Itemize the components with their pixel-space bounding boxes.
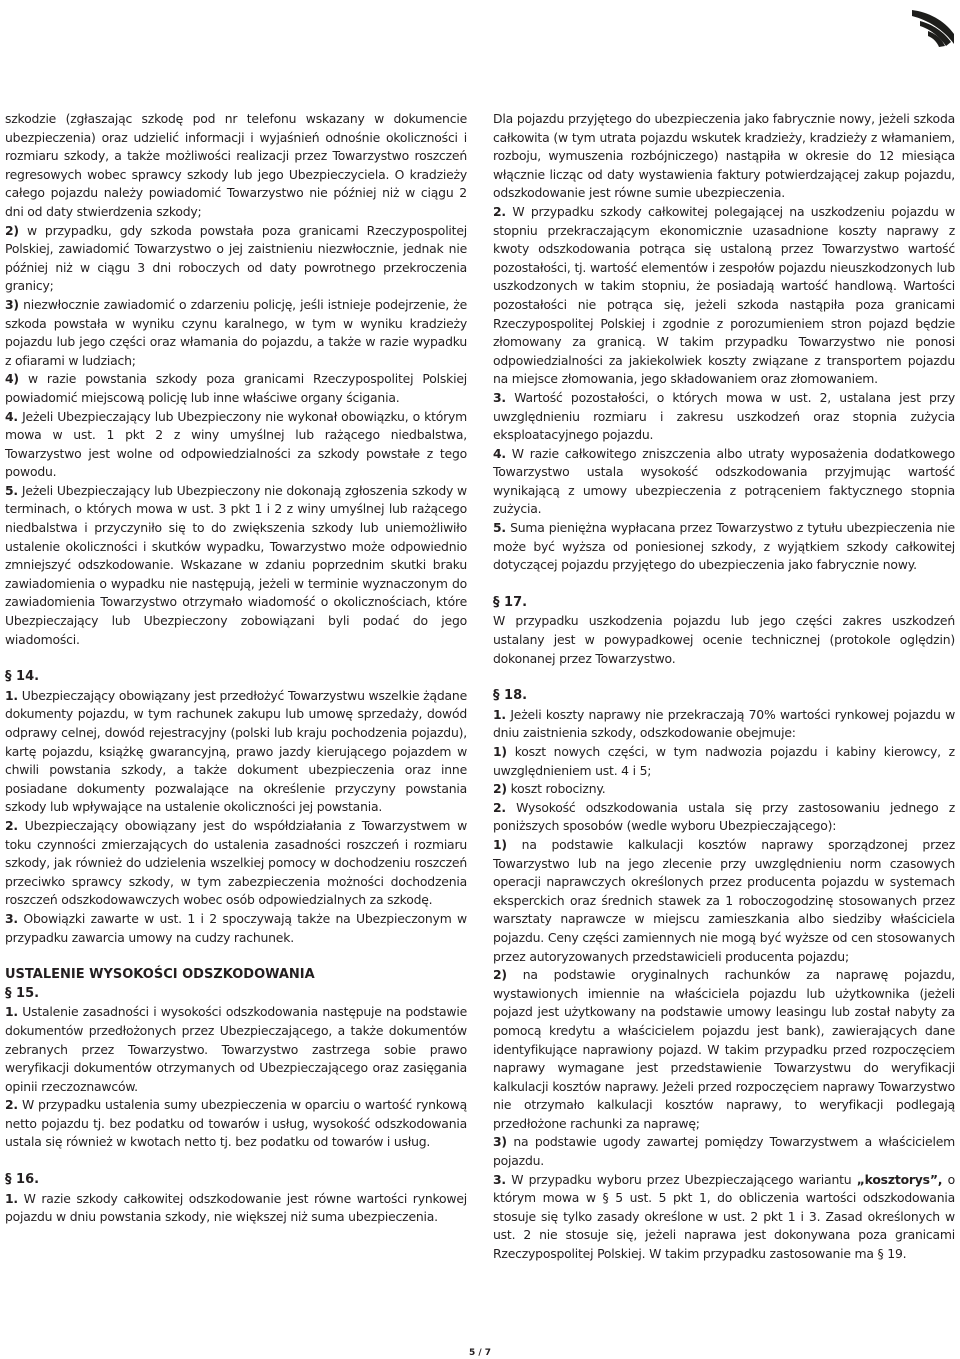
list-item [493,1171,955,1264]
section-title-18: § 18. [493,688,528,704]
item-number: 1. [5,1004,18,1020]
list-item [493,1133,955,1170]
brand-wing-icon [906,8,956,48]
item-number: 2. [5,817,18,833]
item-text: W przypadku szkody całkowitej polegającej na uszkodzeniu pojazdu w stopniu przekraczającym ekonomicznie uzasadnione koszty naprawy z kwoty odszkodowania potrąca się ustaloną przez Towarzystwo wartość pozostałości, tj. wartość elementów i zespołów pojazdu nieuszkodzonych lub uszkodzonych w takim stopniu, że posiadają wartość handlową. Wartości pozostałości nie potrąca się, jeżeli szkoda nastąpiła poza granicami Rzeczypospolitej Polskiej i zgodnie z porozumieniem stron pojazd będzie złomowany za granicą. W takim przypadku Towarzystwo nie ponosi odpowiedzialności za jakiekolwiek koszty związane z transportem pojazdu na miejsce złomowania, jego składowaniem oraz złomowaniem. [493,203,955,387]
list-item [5,910,467,947]
item-text: na podstawie kalkulacji kosztów naprawy sporządzonej przez Towarzystwo lub na jego zlecenie przy uwzględnieniu norm czasowych operacji naprawczych określonych przez producenta pojazdu w systemach eksperckich oraz średnich stawek za 1 roboczogodzinę stosowanych przez warsztaty naprawcze w miejscu zamieszkania albo siedziby właściciela pojazdu. Ceny części zamiennych nie mogą być wyższe od cen stosowanych przez autoryzowanych przedstawicieli producenta pojazdu; [493,836,955,964]
section-title-14: § 14. [5,669,40,685]
item-text: w przypadku, gdy szkoda powstała poza granicami Rzeczypospolitej Polskiej, zawiadomić Towarzystwo o jej zaistnieniu niezwłocznie, jednak nie później niż w ciągu 3 dni roboczych od daty powrotnego przekroczenia granicy; [5,222,467,294]
list-item [5,687,467,817]
item-number: 3. [5,910,18,926]
item-number: 3) [493,1134,507,1150]
item-number: 3. [493,389,506,405]
item-number: 1) [493,836,507,852]
item-number: 3. [493,1171,506,1187]
section-title-16: § 16. [5,1172,40,1188]
item-number: 2. [5,1097,18,1113]
item-text: Wysokość odszkodowania ustala się przy zastosowaniu jednego z poniższych sposobów (wedle wyboru Ubezpieczającego): [493,799,955,834]
left-column [5,110,467,1227]
item-text: na podstawie ugody zawartej pomiędzy Towarzystwem a właścicielem pojazdu. [493,1134,955,1169]
item-text: W razie szkody całkowitej odszkodowanie jest równe wartości rynkowej pojazdu w dniu powstania szkody, nie większej niż suma ubezpieczenia. [5,1190,467,1225]
page-number: 5 / 7 [468,1348,492,1358]
paragraph: W przypadku uszkodzenia pojazdu lub jego części zakres uszkodzeń ustalany jest w powypadkowej ocenie technicznej (protokole oględzin) dokonanej przez Towarzystwo. [493,613,955,666]
list-item [5,408,467,482]
item-number: 1. [5,687,18,703]
paragraph: szkodzie (zgłaszając szkodę pod nr telefonu wskazany w dokumencie ubezpieczenia) oraz udzielić informacji i wyjaśnień odnośnie okoliczności i rozmiaru szkody, a także możliwości realizacji przez Towarzystwo roszczeń regresowych wobec sprawcy szkody lub jego Ubezpieczyciela. O kradzieży całego pojazdu należy powiadomić Towarzystwo nie później niż w ciągu 2 dni od daty stwierdzenia szkody; [5,111,467,219]
item-number: 2. [493,203,506,219]
item-text: Ustalenie zasadności i wysokości odszkodowania następuje na podstawie dokumentów przedłożonych przez Ubezpieczającego, a także dokumentów zebranych przez Towarzystwo. Towarzystwo zastrzega sobie prawo weryfikacji dokumentów otrzymanych od Ubezpieczającego oraz zasięgania opinii rzeczoznawców. [5,1004,467,1094]
item-number: 2) [493,967,507,983]
item-text: Jeżeli Ubezpieczający lub Ubezpieczony nie dokonają zgłoszenia szkody w terminach, o których mowa w ust. 3 pkt 1 i 2 z winy umyślnej lub rażącego niedbalstwa i przyczyniło się to do zwiększenia szkody lub uniemożliwiło ustalenie okoliczności i skutków wypadku, Towarzystwo może odpowiednio zmniejszyć odszkodowanie. Wskazane w zdaniu poprzednim skutki braku zawiadomienia o wypadku nie następują, jeżeli w terminie wyznaczonym do zawiadomienia Towarzystwo otrzymało wiadomość o okolicznościach, które Ubezpieczający lub Ubezpieczony zobowiązani byli podać do jego wiadomości. [5,482,467,647]
item-number: 5. [493,520,506,536]
item-text: Obowiązki zawarte w ust. 1 i 2 spoczywają także na Ubezpieczonym w przypadku zawarcia umowy na cudzy rachunek. [5,910,467,945]
list-item [493,799,955,836]
variant-name: „kosztorys”, [856,1171,943,1187]
list-item [493,706,955,743]
item-text: Wartość pozostałości, o których mowa w ust. 2, ustalana jest przy uwzględnieniu rozmiaru i zakresu uszkodzeń oraz stopnia zużycia eksploatacyjnego pojazdu. [493,389,955,443]
item-number: 5. [5,482,18,498]
list-item [5,482,467,649]
item-text: Suma pieniężna wypłacana przez Towarzystwo z tytułu ubezpieczenia nie może być wyższa od poniesionej szkody, z wyjątkiem szkody całkowitej dotyczącej pojazdu przyjętego do ubezpieczenia jako fabrycznie nowy. [493,520,955,573]
item-text: o którym mowa w § 5 ust. 5 pkt 1, do obliczenia wartości odszkodowania stosuje się tylko zasady określone w ust. 2 pkt 1 i 3. Zasad określonych w ust. 2 nie stosuje się, jeżeli naprawa jest dokonywana poza granicami Rzeczypospolitej Polskiej. W takim przypadku zastosowanie ma § 19. [493,1171,955,1262]
list-item [493,203,955,389]
item-number: 2) [493,781,507,797]
item-number: 2) [5,222,19,238]
list-item [493,389,955,445]
item-number: 2. [493,799,506,815]
item-text: niezwłocznie zawiadomić o zdarzeniu policję, jeśli istnieje podejrzenie, że szkoda powstała w wyniku czynu karalnego, w tym w wyniku kradzieży pojazdu lub jego części oraz włamania do pojazdu, a także w razie wypadku z ofiarami w ludziach; [5,296,467,368]
item-text: W razie całkowitego zniszczenia albo utraty wyposażenia dodatkowego Towarzystwo ustala wysokość odszkodowania przyjmując wartość wynikającą z umowy ubezpieczenia z potrąceniem faktycznego stopnia zużycia. [493,445,955,517]
item-number: 4. [493,445,506,461]
item-text: W przypadku wyboru przez Ubezpieczającego wariantu [505,1171,857,1187]
list-item [5,222,467,296]
item-text: koszt nowych części, w tym nadwozia pojazdu i kabiny kierowcy, z uwzględnieniem ust. 4 i 5; [493,744,955,778]
section-title-17: § 17. [493,594,528,610]
item-text: Ubezpieczający obowiązany jest przedłożyć Towarzystwu wszelkie żądane dokumenty pojazdu, w tym rachunek zakupu lub umowę sprzedaży, dowód odprawy celnej, dowód rejestracyjny (polski lub kraju pochodzenia pojazdu), kartę pojazdu, książkę gwarancyjną, prawo jazdy kierującego pojazdem w chwili powstania szkody, a także dokument ubezpieczenia oraz inne posiadane dokumenty pozwalające na określenie przyczyny powstania szkody lub wpływające na ustalenie okoliczności jej powstania. [5,687,467,815]
list-item [5,1096,467,1152]
list-item [5,817,467,910]
list-item [493,836,955,966]
list-item [493,780,955,799]
list-item [5,1003,467,1096]
item-text: Ubezpieczający obowiązany jest do współdziałania z Towarzystwem w toku czynności zmierzających do ustalenia zasadności roszczeń i rozmiaru szkody, jak również do udzielenia wszelkiej pomocy w dochodzeniu roszczeń przeciwko sprawcy szkody, w tym zabezpieczenia możności dochodzenia roszczeń odszkodowawczych wobec osób odpowiedzialnych za szkodę. [5,817,467,908]
item-text: w razie powstania szkody poza granicami Rzeczypospolitej Polskiej powiadomić miejscową policję lub inne właściwe organy ścigania. [5,371,467,405]
item-text: na podstawie oryginalnych rachunków za naprawę pojazdu, wystawionych imiennie na właściciela pojazdu lub użytkownika (jeżeli pojazd jest użytkowany na podstawie umowy leasingu lub został nabyty za pomocą kredytu a właścicielem pojazdu jest bank), zawierających dane identyfikujące naprawiony pojazd. W takim przypadku przed rozpoczęciem naprawy wymagane jest przedstawienie Towarzystwu do weryfikacji kalkulacji kosztów naprawy. Jeżeli przed rozpoczęciem naprawy Towarzystwo nie otrzymało kalkulacji kosztów naprawy, to weryfikacji podlegają przedłożone rachunki za naprawę; [493,967,955,1131]
right-column [493,110,955,1264]
paragraph: Dla pojazdu przyjętego do ubezpieczenia jako fabrycznie nowy, jeżeli szkoda całkowita (w tym utrata pojazdu wskutek kradzieży, kradzieży z włamaniem, rozboju, wymuszenia rozbójniczego) nastąpiła w okresie do 12 miesiąca włącznie licząc od daty wystawienia faktury potwierdzającej zakup pojazdu, odszkodowanie jest równe sumie ubezpieczenia. [493,111,955,201]
section-title-15: § 15. [5,985,40,1001]
item-number: 1. [493,706,506,722]
list-item [5,296,467,370]
item-number: 1. [5,1190,18,1206]
item-number: 4. [5,408,18,424]
item-text: koszt robocizny. [506,781,606,797]
item-number: 3) [5,296,19,312]
list-item [493,743,955,780]
list-item [493,519,955,575]
list-item [5,370,467,407]
list-item [5,1190,467,1227]
list-item [493,445,955,519]
item-text: Jeżeli koszty naprawy nie przekraczają 70% wartości rynkowej pojazdu w dniu zaistnienia szkody, odszkodowanie obejmuje: [493,706,955,741]
item-text: Jeżeli Ubezpieczający lub Ubezpieczony nie wykonał obowiązku, o którym mowa w ust. 1 pkt 2 z winy umyślnej lub rażącego niedbalstwa, Towarzystwo jest wolne od odpowiedzialności za szkody powstałe z tego powodu. [5,408,467,480]
item-number: 4) [5,371,19,387]
list-item [493,966,955,1133]
item-text: W przypadku ustalenia sumy ubezpieczenia w oparciu o wartość rynkową netto pojazdu tj. bez podatku od towarów i usług, wysokość odszkodowania ustala się również w kwotach netto tj. bez podatku od towarów i usług. [5,1097,467,1150]
chapter-heading: USTALENIE WYSOKOŚCI ODSZKODOWANIA [5,967,315,983]
item-number: 1) [493,744,507,759]
